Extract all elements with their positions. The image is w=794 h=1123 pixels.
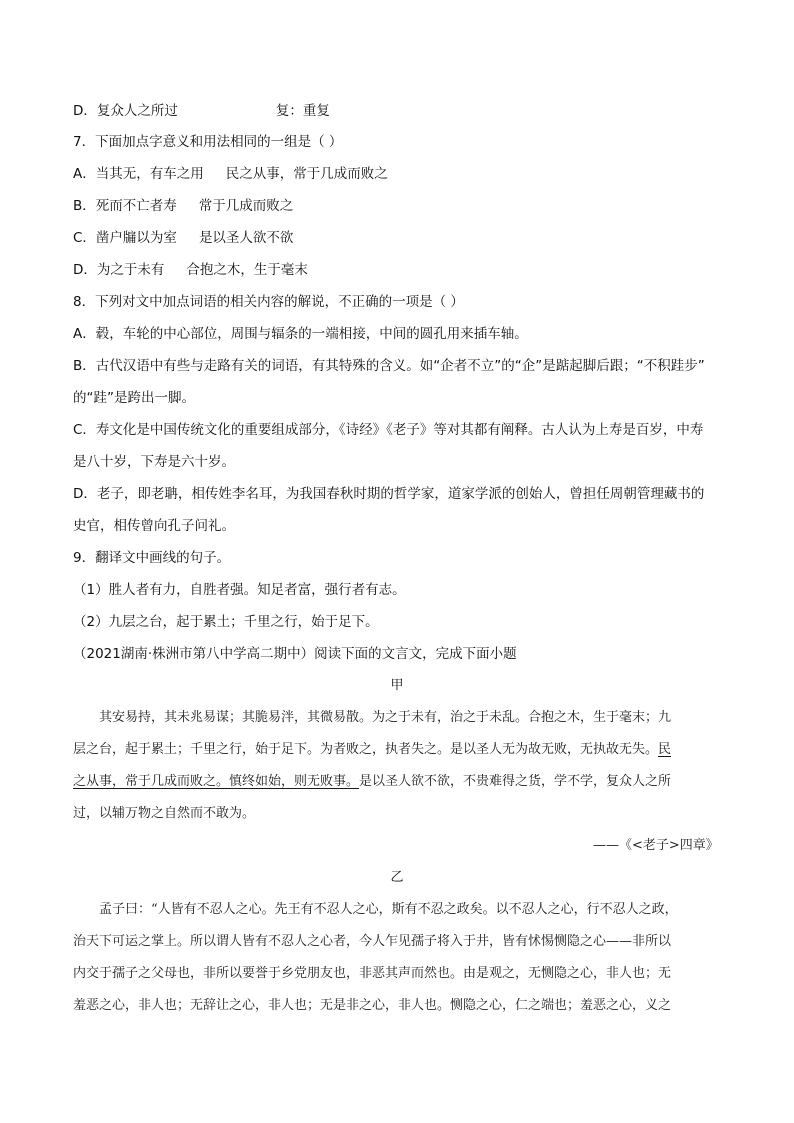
q6-option-d-gloss: 复：重复	[275, 103, 330, 119]
q7-option-d	[73, 261, 308, 279]
q7-option-a-left: A．当其无，有车之用	[73, 166, 204, 182]
q6-option-d	[73, 102, 330, 120]
q9-stem: 9．翻译文中画线的句子。	[73, 550, 231, 566]
passage-jia-line2	[73, 741, 671, 759]
q7-option-b	[73, 197, 293, 215]
passage-jia-line4: 过，以辅万物之自然而不敢为。	[73, 806, 256, 821]
q7-option-a	[73, 165, 388, 183]
q9-sentence-2: （2）九层之台，起于累土；千里之行，始于足下。	[73, 614, 379, 630]
passage-yi-line2: 治天下可运之掌上。所以谓人皆有不忍人之心者，今人乍见孺子将入于井，皆有怵惕恻隐之心——非所以	[73, 934, 672, 949]
q7-option-d-right: 合抱之木，生于毫末	[186, 262, 308, 278]
q8-option-c-line2: 是八十岁，下寿是六十岁。	[73, 454, 235, 470]
underlined-sentence: 之从事，常于几成而败之。慎终如始，则无败事。	[73, 774, 360, 789]
passage-source: （2021湖南·株洲市第八中学高二期中）阅读下面的文言文，完成下面小题	[73, 646, 517, 662]
q7-option-c-right: 是以圣人欲不欲	[198, 230, 294, 246]
passage-yi-heading: 乙	[390, 870, 404, 885]
q8-option-c-line1: C．寿文化是中国传统文化的重要组成部分，《诗经》《老子》等对其都有阐释。古人认为上寿是百岁，中寿	[73, 422, 704, 438]
passage-jia-citation: ——《<老子>四章》	[593, 838, 719, 853]
q8-stem: 8．下列对文中加点词语的相关内容的解说，不正确的一项是（ ）	[73, 294, 464, 310]
q8-option-d-line2: 史官，相传曾向孔子问礼。	[73, 518, 235, 534]
passage-jia-line1: 其安易持，其未兆易谋；其脆易泮，其微易散。为之于未有，治之于未乱。合抱之木，生于毫末；九	[99, 710, 672, 725]
q7-option-a-right: 民之从事，常于几成而败之	[225, 166, 388, 182]
passage-yi-line4: 羞恶之心，非人也；无辞让之心，非人也；无是非之心，非人也。恻隐之心，仁之端也；羞恶之心，义之	[73, 998, 672, 1013]
q8-option-b-line1: B．古代汉语中有些与走路有关的词语，有其特殊的含义。如“企者不立”的“企”是踮起脚后跟；“不积跬步”	[73, 358, 705, 374]
passage-yi-line1: 孟子曰：“人皆有不忍人之心。先王有不忍人之心，斯有不忍之政矣。以不忍人之心，行不忍人之政，	[99, 902, 678, 917]
q7-option-b-left: B．死而不亡者寿	[73, 198, 177, 214]
q7-option-d-left: D．为之于未有	[73, 262, 165, 278]
q7-stem: 7．下面加点字意义和用法相同的一组是（ ）	[73, 134, 343, 150]
q6-option-d-text: D．复众人之所过	[73, 103, 178, 119]
passage-jia-line2-text: 层之台，起于累土；千里之行，始于足下。为者败之，执者失之。是以圣人无为故无败，无执故无失。	[73, 742, 659, 757]
q7-option-c	[73, 229, 293, 247]
q9-sentence-1: （1）胜人者有力，自胜者强。知足者富，强行者有志。	[73, 582, 406, 598]
q8-option-d-line1: D．老子，即老聃，相传姓李名耳，为我国春秋时期的哲学家，道家学派的创始人，曾担任周朝管理藏书的	[73, 486, 705, 502]
q7-option-c-left: C．凿户牖以为室	[73, 230, 177, 246]
q8-option-a: A．毂，车轮的中心部位，周围与辐条的一端相接，中间的圆孔用来插车轴。	[73, 326, 528, 342]
passage-jia-line3	[73, 773, 671, 791]
passage-jia-heading: 甲	[390, 678, 404, 693]
passage-jia-line3-text: 是以圣人欲不欲，不贵难得之货，学不学，复众人之所	[359, 774, 672, 789]
underlined-sentence-start: 民	[658, 742, 672, 757]
q7-option-b-right: 常于几成而败之	[198, 198, 294, 214]
q8-option-b-line2: 的“跬”是跨出一脚。	[73, 390, 195, 406]
passage-yi-line3: 内交于孺子之父母也，非所以要誉于乡党朋友也，非恶其声而然也。由是观之，无恻隐之心，非人也；无	[73, 966, 672, 981]
